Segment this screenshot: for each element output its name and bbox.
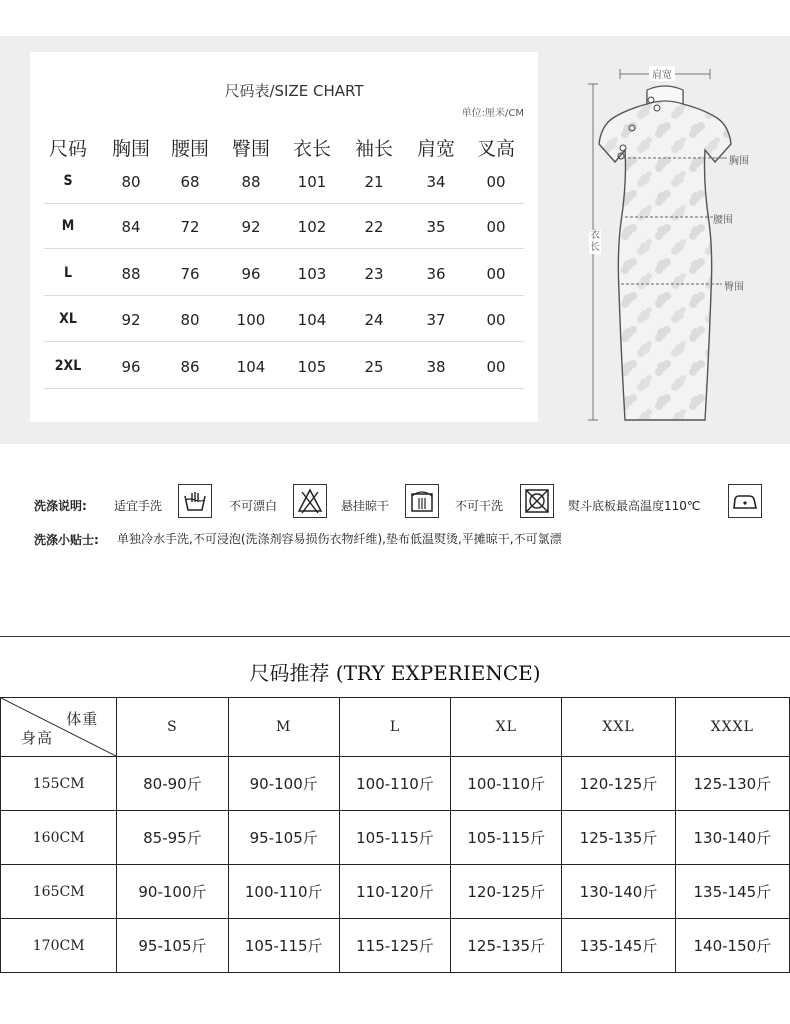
corner-weight-label: 体重	[66, 710, 99, 728]
weight-range-cell: 140-150斤	[675, 919, 789, 973]
size-chart-cell-hip: 96	[241, 265, 261, 283]
size-chart-cell-waist: 68	[180, 173, 200, 191]
chest-label: 胸围	[729, 156, 749, 167]
weight-range-cell: 105-115斤	[451, 811, 562, 865]
table-row	[1, 919, 790, 973]
size-chart-cell-slit: 00	[486, 311, 506, 329]
recommendation-header-row	[1, 698, 790, 757]
weight-range-cell: 95-105斤	[117, 919, 228, 973]
length-label: 衣长	[590, 230, 600, 253]
size-chart-cell-slit: 00	[486, 173, 506, 191]
size-chart-cell-length: 102	[297, 218, 327, 236]
size-chart-cell-sleeve: 22	[364, 218, 384, 236]
table-row	[1, 811, 790, 865]
height-cell: 160CM	[1, 811, 117, 865]
size-chart-cell-waist: 80	[180, 311, 200, 329]
size-chart-cell-sleeve: 23	[364, 265, 384, 283]
weight-range-cell: 120-125斤	[562, 757, 675, 811]
size-chart-cell-length: 103	[297, 265, 327, 283]
iron-icon	[728, 484, 762, 518]
dress-illustration	[585, 52, 760, 430]
recommendation-title: 尺码推荐 (TRY EXPERIENCE)	[249, 661, 541, 685]
table-row	[1, 757, 790, 811]
hang-dry-icon	[405, 484, 439, 518]
recommendation-header	[0, 636, 790, 699]
care-iron-label: 熨斗底板最高温度110℃	[568, 499, 701, 513]
size-chart-unit: 单位:厘米/CM	[461, 108, 524, 119]
size-chart-cell-hip: 104	[236, 358, 266, 376]
recommendation-body	[1, 757, 790, 973]
corner-cell	[1, 698, 117, 757]
header-length: 衣长	[292, 138, 331, 160]
hand-wash-icon	[178, 484, 212, 518]
weight-range-cell: 80-90斤	[117, 757, 228, 811]
corner-diagonal	[1, 698, 116, 756]
size-chart-row-divider	[44, 295, 524, 296]
weight-range-cell: 95-105斤	[228, 811, 339, 865]
size-chart-cell-waist: 76	[180, 265, 200, 283]
size-chart-cell-sleeve: 24	[364, 311, 384, 329]
size-col-xxl: XXL	[562, 698, 675, 757]
size-chart-cell-chest: 80	[121, 173, 141, 191]
header-size: 尺码	[48, 138, 87, 160]
size-chart-cell-size: S	[63, 173, 73, 189]
header-shoulder: 肩宽	[416, 138, 455, 160]
header-hip: 臀围	[231, 138, 270, 160]
weight-range-cell: 100-110斤	[339, 757, 450, 811]
size-chart-cell-chest: 92	[121, 311, 141, 329]
size-col-s: S	[117, 698, 228, 757]
weight-range-cell: 90-100斤	[117, 865, 228, 919]
care-no-dry-clean-label: 不可干洗	[455, 499, 504, 513]
size-chart-cell-waist: 72	[180, 218, 200, 236]
weight-range-cell: 135-145斤	[675, 865, 789, 919]
weight-range-cell: 125-135斤	[451, 919, 562, 973]
size-chart-cell-size: 2XL	[54, 358, 82, 374]
size-chart-cell-slit: 00	[486, 265, 506, 283]
size-chart-cell-shoulder: 35	[426, 218, 446, 236]
size-col-xxxl: XXXL	[675, 698, 789, 757]
weight-range-cell: 130-140斤	[675, 811, 789, 865]
size-chart-row-divider	[44, 248, 524, 249]
size-col-l: L	[339, 698, 450, 757]
size-col-xl: XL	[451, 698, 562, 757]
size-chart-row-divider	[44, 388, 524, 389]
recommendation-table-wrap	[0, 697, 790, 973]
hip-label: 臀围	[724, 282, 744, 293]
size-chart-cell-shoulder: 37	[426, 311, 446, 329]
height-cell: 165CM	[1, 865, 117, 919]
header-chest: 胸围	[111, 138, 150, 160]
weight-range-cell: 90-100斤	[228, 757, 339, 811]
size-chart-cell-length: 101	[297, 173, 327, 191]
corner-height-label: 身高	[21, 729, 54, 747]
size-chart-cell-shoulder: 34	[426, 173, 446, 191]
size-chart-cell-hip: 92	[241, 218, 261, 236]
size-chart-cell-length: 105	[297, 358, 327, 376]
size-chart-row-divider	[44, 203, 524, 204]
weight-range-cell: 120-125斤	[451, 865, 562, 919]
weight-range-cell: 105-115斤	[339, 811, 450, 865]
weight-range-cell: 100-110斤	[451, 757, 562, 811]
dress-diagram	[585, 52, 760, 430]
table-row	[1, 865, 790, 919]
care-hang-dry-label: 悬挂晾干	[341, 499, 390, 513]
size-col-m: M	[228, 698, 339, 757]
height-cell: 170CM	[1, 919, 117, 973]
weight-range-cell: 110-120斤	[339, 865, 450, 919]
care-no-bleach-label: 不可漂白	[229, 499, 278, 513]
weight-range-cell: 100-110斤	[228, 865, 339, 919]
size-chart-cell-slit: 00	[486, 358, 506, 376]
weight-range-cell: 135-145斤	[562, 919, 675, 973]
weight-range-cell: 85-95斤	[117, 811, 228, 865]
header-sleeve: 袖长	[354, 138, 393, 160]
size-chart-card	[30, 52, 538, 422]
care-label: 洗涤说明:	[34, 499, 87, 513]
size-chart-title: 尺码表/SIZE CHART	[224, 82, 364, 100]
size-chart-cell-sleeve: 25	[364, 358, 384, 376]
size-chart-cell-chest: 84	[121, 218, 141, 236]
size-chart-cell-size: M	[61, 218, 75, 234]
size-chart-cell-waist: 86	[180, 358, 200, 376]
size-chart-cell-size: L	[63, 265, 73, 281]
weight-range-cell: 125-130斤	[675, 757, 789, 811]
care-tip-text: 单独冷水手洗,不可浸泡(洗涤剂容易损伤衣物纤维),垫布低温熨烫,平摊晾干,不可氯漂	[117, 532, 562, 546]
weight-range-cell: 115-125斤	[339, 919, 450, 973]
size-chart-cell-sleeve: 21	[364, 173, 384, 191]
no-dry-clean-icon	[520, 484, 554, 518]
shoulder-label: 肩宽	[649, 66, 675, 81]
care-tip-label: 洗涤小贴士:	[34, 533, 99, 547]
size-chart-cell-shoulder: 36	[426, 265, 446, 283]
size-chart-cell-length: 104	[297, 311, 327, 329]
header-waist: 腰围	[170, 138, 209, 160]
care-hand-wash-label: 适宜手洗	[114, 499, 163, 513]
size-chart-cell-hip: 88	[241, 173, 261, 191]
weight-range-cell: 130-140斤	[562, 865, 675, 919]
no-bleach-icon	[293, 484, 327, 518]
height-cell: 155CM	[1, 757, 117, 811]
size-chart-cell-size: XL	[59, 311, 77, 327]
size-chart-row-divider	[44, 341, 524, 342]
weight-range-cell: 105-115斤	[228, 919, 339, 973]
size-chart-cell-chest: 88	[121, 265, 141, 283]
size-chart-cell-slit: 00	[486, 218, 506, 236]
size-chart-cell-chest: 96	[121, 358, 141, 376]
recommendation-table	[0, 697, 790, 973]
weight-range-cell: 125-135斤	[562, 811, 675, 865]
header-slit: 叉高	[476, 138, 515, 160]
size-chart-cell-hip: 100	[236, 311, 266, 329]
size-chart-cell-shoulder: 38	[426, 358, 446, 376]
waist-label: 腰围	[713, 215, 733, 226]
